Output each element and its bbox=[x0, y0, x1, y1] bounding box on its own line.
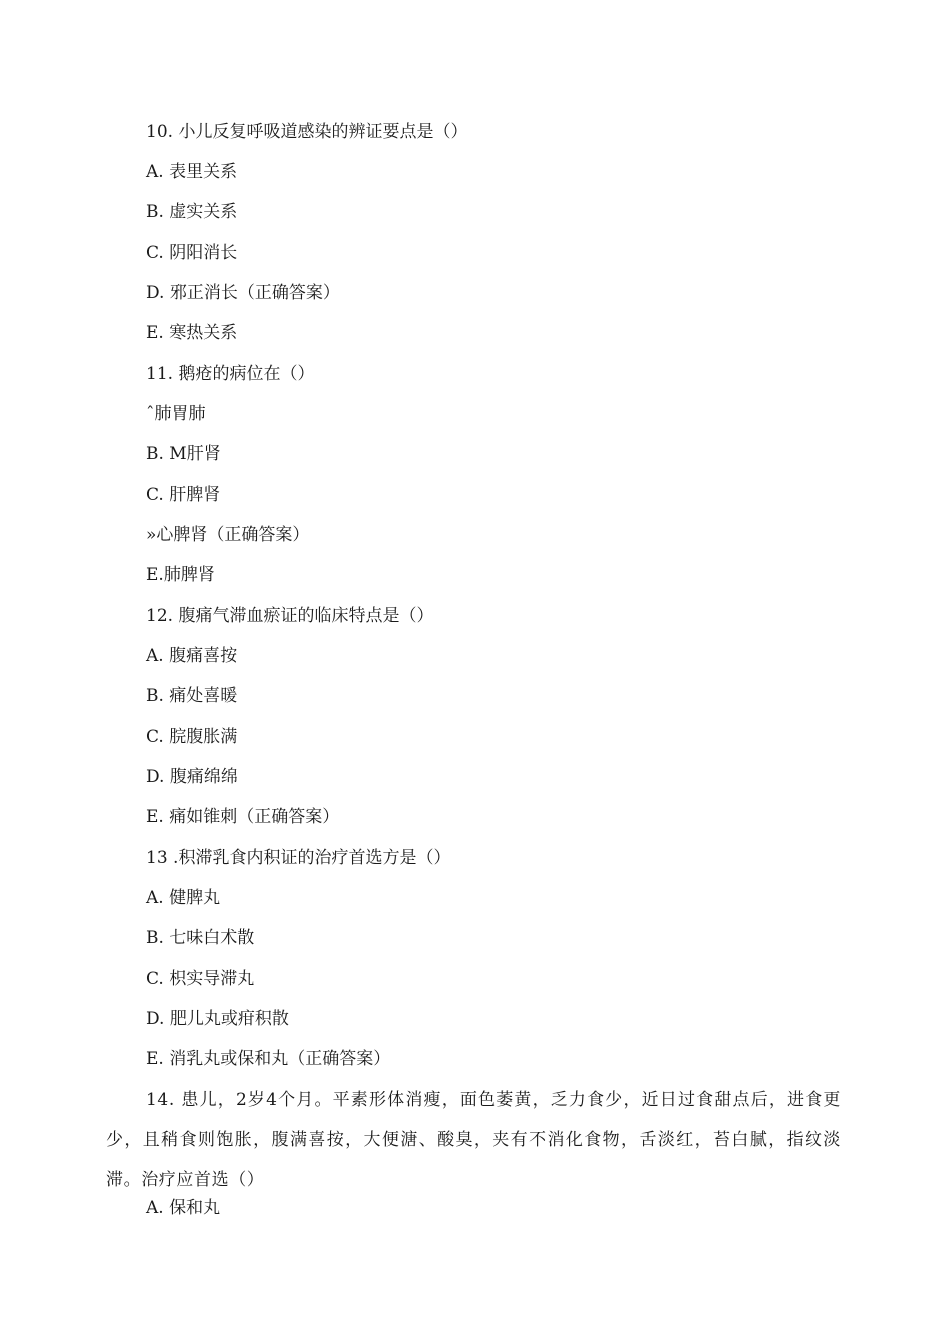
question-11-stem: 11. 鹅疮的病位在（） bbox=[146, 364, 315, 384]
question-14-stem: 14. 患儿，2岁4个月。平素形体消瘦，面色萎黄，乏力食少，近日过食甜点后，进食更少，且稍食则饱胀，腹满喜按，大便溏、酸臭，夹有不消化食物，舌淡红，苔白腻，指纹淡滞。治疗应首选（） bbox=[106, 1090, 841, 1190]
question-13-option-b: B. 七味白术散 bbox=[146, 928, 255, 948]
question-11-option-c: C. 肝脾肾 bbox=[146, 485, 221, 505]
question-13-option-d: D. 肥儿丸或疳积散 bbox=[146, 1009, 289, 1029]
question-10-stem: 10. 小儿反复呼吸道感染的辨证要点是（） bbox=[146, 122, 468, 142]
question-12-option-a: A. 腹痛喜按 bbox=[146, 646, 238, 666]
question-13-stem: 13 .积滞乳食内积证的治疗首选方是（） bbox=[146, 848, 451, 868]
question-10-option-c: C. 阴阳消长 bbox=[146, 243, 238, 263]
question-10-option-a: A. 表里关系 bbox=[146, 162, 238, 182]
question-11-option-e: E.肺脾肾 bbox=[146, 565, 215, 585]
question-11-option-a: ˆ肺胃肺 bbox=[146, 404, 206, 424]
question-11-option-d: »心脾肾（正确答案） bbox=[146, 525, 310, 545]
question-11-option-b: B. M肝肾 bbox=[146, 444, 221, 464]
question-10-option-b: B. 虚实关系 bbox=[146, 202, 238, 222]
question-13-option-a: A. 健脾丸 bbox=[146, 888, 221, 908]
question-13-option-c: C. 枳实导滞丸 bbox=[146, 969, 255, 989]
question-12-option-e: E. 痛如锥刺（正确答案） bbox=[146, 807, 340, 827]
question-12-option-b: B. 痛处喜暖 bbox=[146, 686, 238, 706]
question-12-option-c: C. 脘腹胀满 bbox=[146, 727, 238, 747]
question-12-stem: 12. 腹痛气滞血瘀证的临床特点是（） bbox=[146, 606, 434, 626]
question-10-option-e: E. 寒热关系 bbox=[146, 323, 238, 343]
question-10-option-d: D. 邪正消长（正确答案） bbox=[146, 283, 340, 303]
question-13-option-e: E. 消乳丸或保和丸（正确答案） bbox=[146, 1049, 391, 1069]
question-14-option-a: A. 保和丸 bbox=[146, 1198, 221, 1218]
question-12-option-d: D. 腹痛绵绵 bbox=[146, 767, 238, 787]
